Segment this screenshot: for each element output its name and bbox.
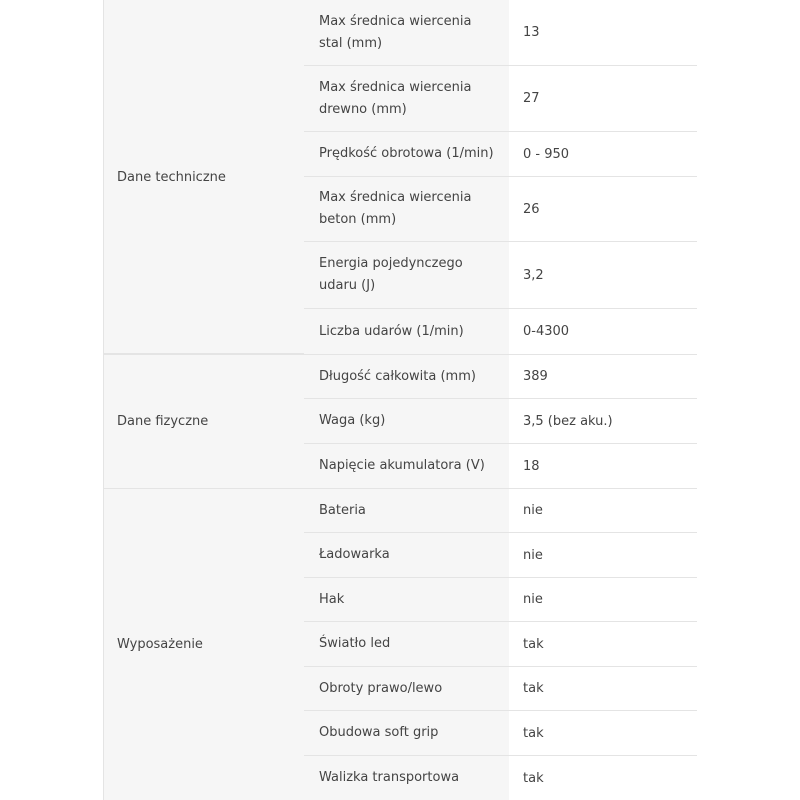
param-value: 3,5 (bez aku.) <box>509 399 697 443</box>
param-name: Energia pojedynczego udaru (J) <box>304 242 509 308</box>
param-value: 13 <box>509 0 697 65</box>
table-row <box>304 66 697 132</box>
table-row <box>304 242 697 309</box>
spec-group-technical <box>104 0 697 354</box>
table-row <box>304 309 697 354</box>
group-label: Wyposażenie <box>104 489 304 800</box>
group-rows <box>304 0 697 354</box>
table-row <box>304 533 697 578</box>
group-label: Dane techniczne <box>104 0 304 354</box>
spec-table <box>103 0 697 800</box>
param-name: Obroty prawo/lewo <box>304 667 509 710</box>
table-row <box>304 667 697 711</box>
param-value: nie <box>509 533 697 577</box>
param-value: tak <box>509 667 697 710</box>
param-value: 389 <box>509 355 697 398</box>
param-name: Max średnica wiercenia drewno (mm) <box>304 66 509 131</box>
table-row <box>304 489 697 533</box>
param-value: 3,2 <box>509 242 697 308</box>
param-name: Max średnica wiercenia beton (mm) <box>304 177 509 241</box>
table-row <box>304 756 697 800</box>
spec-group-physical <box>104 354 697 488</box>
table-row <box>304 399 697 444</box>
table-row <box>304 622 697 667</box>
param-name: Hak <box>304 578 509 621</box>
param-value: 27 <box>509 66 697 131</box>
spec-group-equipment <box>104 488 697 800</box>
param-name: Ładowarka <box>304 533 509 577</box>
param-name: Długość całkowita (mm) <box>304 355 509 398</box>
param-name: Max średnica wiercenia stal (mm) <box>304 0 509 65</box>
param-value: 26 <box>509 177 697 241</box>
param-name: Światło led <box>304 622 509 666</box>
group-label: Dane fizyczne <box>104 355 304 488</box>
table-row <box>304 132 697 177</box>
param-value: tak <box>509 711 697 755</box>
param-value: tak <box>509 622 697 666</box>
param-name: Prędkość obrotowa (1/min) <box>304 132 509 176</box>
param-name: Obudowa soft grip <box>304 711 509 755</box>
param-name: Liczba udarów (1/min) <box>304 309 509 354</box>
param-value: nie <box>509 489 697 532</box>
table-row <box>304 578 697 622</box>
group-rows <box>304 355 697 488</box>
table-row <box>304 355 697 399</box>
param-name: Waga (kg) <box>304 399 509 443</box>
param-value: 0 - 950 <box>509 132 697 176</box>
param-value: 0-4300 <box>509 309 697 354</box>
table-row <box>304 0 697 66</box>
param-value: nie <box>509 578 697 621</box>
param-name: Walizka transportowa <box>304 756 509 800</box>
param-name: Bateria <box>304 489 509 532</box>
table-row <box>304 177 697 242</box>
param-value: 18 <box>509 444 697 488</box>
table-row <box>304 444 697 488</box>
param-value: tak <box>509 756 697 800</box>
param-name: Napięcie akumulatora (V) <box>304 444 509 488</box>
table-row <box>304 711 697 756</box>
group-rows <box>304 489 697 800</box>
